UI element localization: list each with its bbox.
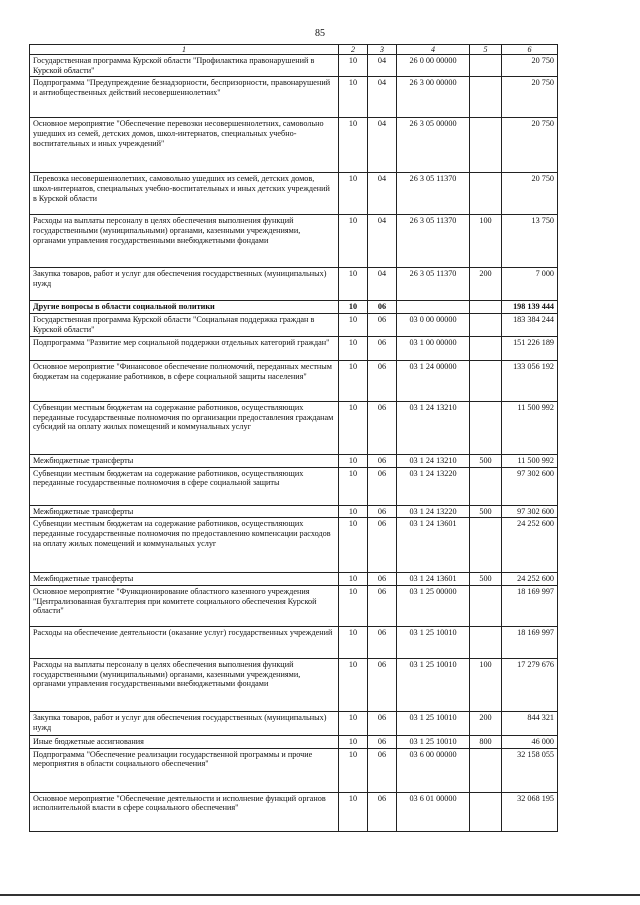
table-row [30,627,558,659]
row-amount-cell: 32 158 055 [502,748,558,792]
row-name-cell: Государственная программа Курской области "Профилактика правонарушений в Курской области" [30,55,339,77]
row-subsection-cell: 06 [368,573,397,586]
row-subsection-cell: 06 [368,748,397,792]
row-target-code-cell: 03 1 25 10010 [397,712,470,736]
row-expense-type-cell: 500 [470,455,502,468]
row-expense-type-cell [470,337,502,361]
row-section-cell: 10 [339,792,368,831]
table-row [30,118,558,173]
row-amount-cell: 20 750 [502,77,558,118]
table-row [30,712,558,736]
table-row [30,467,558,505]
row-name-cell: Перевозка несовершеннолетних, самовольно ушедших из семей, детских домов, школ-интернатов, специальных учебно-воспитательных и иных детских учреждений в Курской области [30,173,339,215]
row-expense-type-cell: 200 [470,268,502,301]
row-subsection-cell: 06 [368,467,397,505]
row-target-code-cell [397,301,470,314]
row-section-cell: 10 [339,118,368,173]
row-subsection-cell: 06 [368,586,397,627]
row-section-cell: 10 [339,586,368,627]
row-expense-type-cell [470,361,502,402]
row-name-cell: Межбюджетные трансферты [30,455,339,468]
row-name-cell: Подпрограмма "Развитие мер социальной поддержки отдельных категорий граждан" [30,337,339,361]
row-amount-cell: 11 500 992 [502,455,558,468]
table-row [30,736,558,749]
header-col-5: 5 [470,45,502,55]
row-section-cell: 10 [339,77,368,118]
row-subsection-cell: 04 [368,215,397,268]
row-subsection-cell: 06 [368,712,397,736]
row-target-code-cell: 26 3 00 00000 [397,77,470,118]
row-target-code-cell: 03 1 25 10010 [397,736,470,749]
budget-table [29,44,558,832]
row-amount-cell: 20 750 [502,118,558,173]
row-section-cell: 10 [339,736,368,749]
row-expense-type-cell: 200 [470,712,502,736]
row-amount-cell: 13 750 [502,215,558,268]
table-row [30,518,558,573]
row-subsection-cell: 06 [368,792,397,831]
row-subsection-cell: 06 [368,505,397,518]
row-amount-cell: 97 302 600 [502,505,558,518]
table-row [30,455,558,468]
row-subsection-cell: 04 [368,55,397,77]
table-row [30,301,558,314]
table-row [30,314,558,337]
row-section-cell: 10 [339,518,368,573]
row-subsection-cell: 04 [368,77,397,118]
row-target-code-cell: 03 1 25 10010 [397,627,470,659]
table-row [30,77,558,118]
row-amount-cell: 151 226 189 [502,337,558,361]
row-expense-type-cell [470,118,502,173]
row-target-code-cell: 03 1 24 00000 [397,361,470,402]
row-expense-type-cell [470,518,502,573]
row-section-cell: 10 [339,627,368,659]
table-row [30,792,558,831]
row-subsection-cell: 04 [368,118,397,173]
row-section-cell: 10 [339,455,368,468]
row-target-code-cell: 03 1 25 00000 [397,586,470,627]
bottom-divider [0,894,640,896]
row-target-code-cell: 26 3 05 11370 [397,173,470,215]
row-expense-type-cell [470,77,502,118]
table-row [30,361,558,402]
row-target-code-cell: 03 1 24 13210 [397,455,470,468]
header-col-3: 3 [368,45,397,55]
row-section-cell: 10 [339,314,368,337]
row-name-cell: Межбюджетные трансферты [30,573,339,586]
row-amount-cell: 183 384 244 [502,314,558,337]
row-subsection-cell: 06 [368,361,397,402]
header-col-2: 2 [339,45,368,55]
row-amount-cell: 24 252 600 [502,573,558,586]
page-number: 85 [315,28,325,39]
row-subsection-cell: 06 [368,518,397,573]
row-name-cell: Основное мероприятие "Обеспечение перевозки несовершеннолетних, самовольно ушедших из семей, детских домов, школ-интернатов, специальных учебно-воспитательных и иных учреждений" [30,118,339,173]
row-expense-type-cell [470,627,502,659]
row-name-cell: Подпрограмма "Предупреждение безнадзорности, беспризорности, правонарушений и антиобщественных действий несовершеннолетних" [30,77,339,118]
row-name-cell: Расходы на обеспечение деятельности (оказание услуг) государственных учреждений [30,627,339,659]
row-subsection-cell: 04 [368,268,397,301]
table-row [30,659,558,712]
row-section-cell: 10 [339,361,368,402]
row-subsection-cell: 06 [368,337,397,361]
row-expense-type-cell [470,792,502,831]
row-section-cell: 10 [339,712,368,736]
row-expense-type-cell: 800 [470,736,502,749]
row-section-cell: 10 [339,659,368,712]
row-amount-cell: 17 279 676 [502,659,558,712]
row-target-code-cell: 26 3 05 00000 [397,118,470,173]
row-amount-cell: 46 000 [502,736,558,749]
row-amount-cell: 24 252 600 [502,518,558,573]
row-subsection-cell: 06 [368,402,397,455]
row-expense-type-cell [470,402,502,455]
row-amount-cell: 18 169 997 [502,586,558,627]
row-amount-cell: 11 500 992 [502,402,558,455]
header-col-4: 4 [397,45,470,55]
row-name-cell: Основное мероприятие "Функционирование областного казенного учреждения "Централизованная бухгалтерия при комитете социального обеспечения Курской области" [30,586,339,627]
row-expense-type-cell [470,55,502,77]
table-row [30,215,558,268]
row-amount-cell: 97 302 600 [502,467,558,505]
row-amount-cell: 844 321 [502,712,558,736]
row-name-cell: Основное мероприятие "Финансовое обеспечение полномочий, переданных местным бюджетам на содержание работников, в сфере социальной защиты населения" [30,361,339,402]
row-section-cell: 10 [339,268,368,301]
row-expense-type-cell [470,173,502,215]
row-target-code-cell: 03 1 24 13220 [397,505,470,518]
row-expense-type-cell [470,586,502,627]
table-row [30,586,558,627]
table-row [30,337,558,361]
row-name-cell: Субвенции местным бюджетам на содержание работников, осуществляющих переданные государственные полномочия по предоставлению компенсации расходов на оплату жилых помещений и коммунальных услуг [30,518,339,573]
row-subsection-cell: 06 [368,659,397,712]
row-name-cell: Закупка товаров, работ и услуг для обеспечения государственных (муниципальных) нужд [30,268,339,301]
table-row [30,55,558,77]
row-name-cell: Основное мероприятие "Обеспечение деятельности и исполнение функций органов исполнительной власти в сфере социального обеспечения" [30,792,339,831]
row-name-cell: Закупка товаров, работ и услуг для обеспечения государственных (муниципальных) нужд [30,712,339,736]
row-target-code-cell: 03 1 24 13210 [397,402,470,455]
row-amount-cell: 20 750 [502,173,558,215]
row-subsection-cell: 06 [368,301,397,314]
row-section-cell: 10 [339,55,368,77]
row-section-cell: 10 [339,467,368,505]
row-amount-cell: 18 169 997 [502,627,558,659]
row-target-code-cell: 26 0 00 00000 [397,55,470,77]
row-amount-cell: 20 750 [502,55,558,77]
row-amount-cell: 7 000 [502,268,558,301]
row-target-code-cell: 03 6 01 00000 [397,792,470,831]
row-target-code-cell: 03 1 24 13601 [397,573,470,586]
row-expense-type-cell [470,314,502,337]
row-expense-type-cell [470,748,502,792]
row-subsection-cell: 06 [368,314,397,337]
row-target-code-cell: 03 1 24 13220 [397,467,470,505]
row-expense-type-cell: 100 [470,659,502,712]
table-row [30,402,558,455]
row-amount-cell: 198 139 444 [502,301,558,314]
row-name-cell: Иные бюджетные ассигнования [30,736,339,749]
table-row [30,748,558,792]
row-name-cell: Субвенции местным бюджетам на содержание работников, осуществляющих переданные государственные полномочия по организации предоставления гражданам субсидий на оплату жилых помещений и коммунальных услуг [30,402,339,455]
row-target-code-cell: 26 3 05 11370 [397,268,470,301]
row-section-cell: 10 [339,337,368,361]
row-target-code-cell: 26 3 05 11370 [397,215,470,268]
row-expense-type-cell [470,301,502,314]
row-name-cell: Расходы на выплаты персоналу в целях обеспечения выполнения функций государственными (муниципальными) органами, казенными учреждениями, органами управления государственными внебюджетными фондами [30,215,339,268]
row-name-cell: Государственная программа Курской области "Социальная поддержка граждан в Курской области" [30,314,339,337]
row-section-cell: 10 [339,215,368,268]
row-amount-cell: 32 068 195 [502,792,558,831]
row-target-code-cell: 03 1 24 13601 [397,518,470,573]
header-col-6: 6 [502,45,558,55]
row-section-cell: 10 [339,748,368,792]
row-subsection-cell: 06 [368,455,397,468]
table-row [30,505,558,518]
row-expense-type-cell: 500 [470,573,502,586]
row-subsection-cell: 06 [368,736,397,749]
row-subsection-cell: 04 [368,173,397,215]
row-section-cell: 10 [339,402,368,455]
row-section-cell: 10 [339,173,368,215]
header-col-1: 1 [30,45,339,55]
row-expense-type-cell [470,467,502,505]
table-row [30,573,558,586]
row-target-code-cell: 03 1 25 10010 [397,659,470,712]
row-target-code-cell: 03 0 00 00000 [397,314,470,337]
row-name-cell: Другие вопросы в области социальной политики [30,301,339,314]
row-section-cell: 10 [339,505,368,518]
row-name-cell: Субвенции местным бюджетам на содержание работников, осуществляющих переданные государственные полномочия в сфере социальной защиты [30,467,339,505]
table-body [30,55,558,832]
row-section-cell: 10 [339,301,368,314]
row-expense-type-cell: 100 [470,215,502,268]
table-row [30,173,558,215]
row-expense-type-cell: 500 [470,505,502,518]
table-header-row [30,45,558,55]
row-name-cell: Межбюджетные трансферты [30,505,339,518]
row-name-cell: Расходы на выплаты персоналу в целях обеспечения выполнения функций государственными (муниципальными) органами, казенными учреждениями, органами управления государственными внебюджетными фондами [30,659,339,712]
row-section-cell: 10 [339,573,368,586]
row-target-code-cell: 03 6 00 00000 [397,748,470,792]
row-subsection-cell: 06 [368,627,397,659]
row-amount-cell: 133 056 192 [502,361,558,402]
row-target-code-cell: 03 1 00 00000 [397,337,470,361]
table-row [30,268,558,301]
row-name-cell: Подпрограмма "Обеспечение реализации государственной программы и прочие мероприятия в области социального обеспечения" [30,748,339,792]
